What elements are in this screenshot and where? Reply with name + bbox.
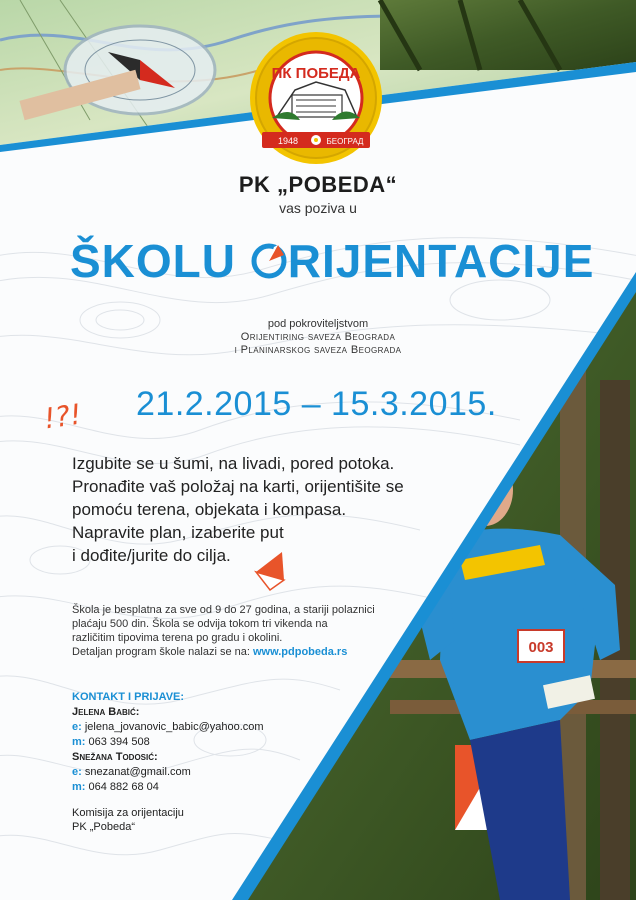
info-line: različitim tipovima terena po gradu i okolini. <box>72 632 283 644</box>
intro-line: Napravite plan, izaberite put <box>72 523 284 542</box>
intro-line: Izgubite se u šumi, na livadi, pored potoka. <box>72 454 395 473</box>
contact-email[interactable]: jelena_jovanovic_babic@yahoo.com <box>84 721 264 733</box>
school-title-part1: ŠKOLU <box>70 235 250 287</box>
logo-city: БЕОГРАД <box>326 137 364 146</box>
footer-line2: PK „Pobeda“ <box>72 821 135 833</box>
patronage-line1: Orijentiring saveza Beograda <box>240 331 396 343</box>
phone-label: m: <box>72 781 86 793</box>
contact-email[interactable]: snezanat@gmail.com <box>84 766 191 778</box>
contacts-header: KONTAKT I PRIJAVE: <box>72 691 185 703</box>
email-label: e: <box>72 721 82 733</box>
contacts <box>72 690 264 795</box>
footer-line1: Komisija za orijentaciju <box>72 807 184 819</box>
patronage-line2: i Planinarskog saveza Beograda <box>234 344 402 356</box>
website-link[interactable]: www.pdpobeda.rs <box>252 646 348 658</box>
contact-name: Snežana Todosić: <box>72 751 158 763</box>
school-title <box>70 234 594 288</box>
invites-text: vas poziva u <box>279 200 357 216</box>
school-title-part2: RIJENTACIJE <box>287 235 595 287</box>
compass-o-icon <box>250 234 288 288</box>
contact-email-row <box>72 720 264 735</box>
phone-label: m: <box>72 736 86 748</box>
info-line: plaćaju 500 din. Škola se odvija tokom tri vikenda na <box>72 618 328 630</box>
logo-year: 1948 <box>277 136 299 146</box>
contact-phone[interactable]: 064 882 68 04 <box>88 781 159 793</box>
intro-line: Pronađite vaš položaj na karti, orijentišite se <box>72 477 404 496</box>
intro-line: i dođite/jurite do cilja. <box>72 546 231 565</box>
exclamation-mark: !?! <box>41 397 84 436</box>
info-line-website <box>72 645 375 659</box>
runner-bib-number: 003 <box>528 639 554 656</box>
organizer-footer <box>72 806 184 834</box>
logo-name: ПК ПОБЕДА <box>271 65 361 82</box>
contact-email-row <box>72 765 264 780</box>
contact-phone-row <box>72 780 264 795</box>
contact-phone-row <box>72 735 264 750</box>
info-line: Detaljan program škole nalazi se na: <box>72 646 253 658</box>
edelweiss-icon <box>311 135 321 145</box>
patronage <box>0 318 636 357</box>
intro-line: pomoću terena, objekata i kompasa. <box>72 500 347 519</box>
contact-name: Jelena Babić: <box>72 706 140 718</box>
school-info <box>72 603 375 659</box>
email-label: e: <box>72 766 82 778</box>
club-title: PK „POBEDA“ <box>238 172 398 197</box>
info-line: Škola je besplatna za sve od 9 do 27 godina, a stariji polaznici <box>72 604 375 616</box>
patronage-intro: pod pokroviteljstvom <box>267 318 369 330</box>
intro-text <box>72 452 404 567</box>
contact-phone[interactable]: 063 394 508 <box>88 736 150 748</box>
school-dates: 21.2.2015 – 15.3.2015. <box>136 385 497 423</box>
